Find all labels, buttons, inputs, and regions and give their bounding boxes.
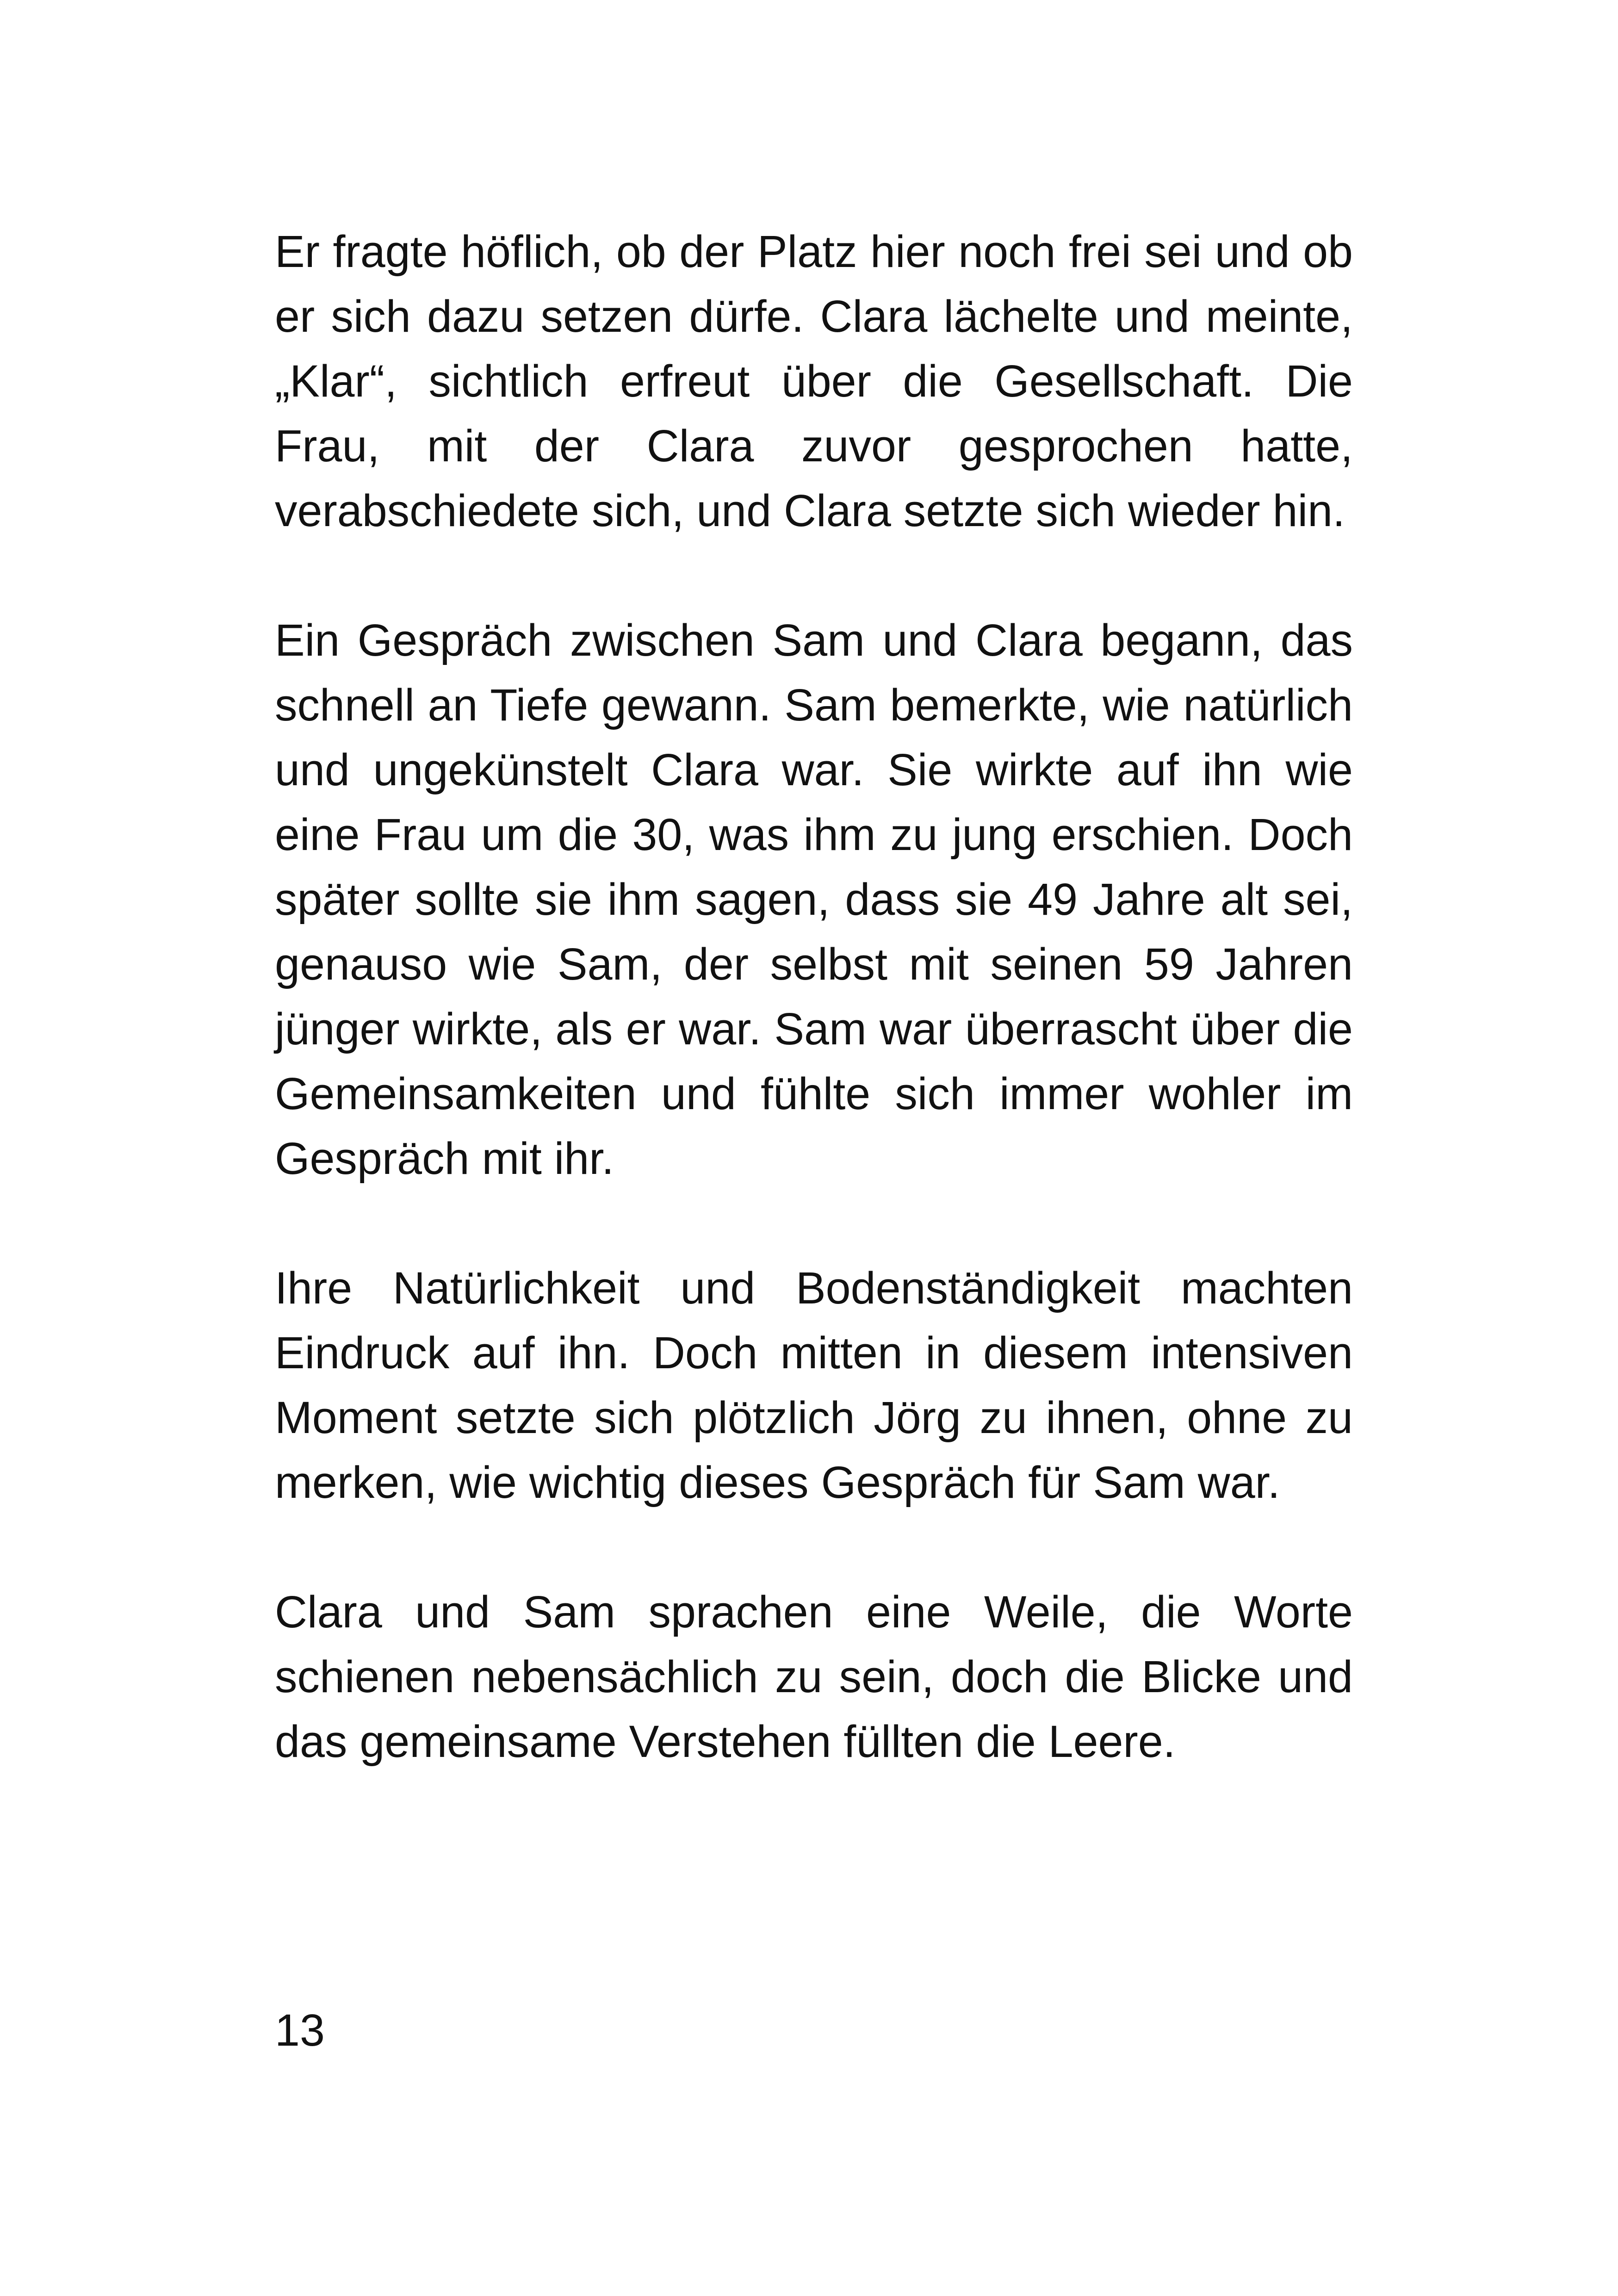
page-number: 13 — [275, 2005, 325, 2055]
paragraph-4: Clara und Sam sprachen eine Weile, die Worte schienen nebensächlich zu sein, doch die Blicke und das gemeinsame Verstehen füllten die Leere. — [275, 1587, 1353, 1767]
paragraph-3: Ihre Natürlichkeit und Bodenständigkeit machten Eindruck auf ihn. Doch mitten in diesem intensiven Moment setzte sich plötzlich Jörg zu ihnen, ohne zu merken, wie wichtig dieses Gespräch für Sam war. — [275, 1263, 1353, 1508]
paragraph-1: Er fragte höflich, ob der Platz hier noch frei sei und ob er sich dazu setzen dürfe. Clara lächelte und meinte, „Klar“, sichtlich erfreut über die Gesellschaft. Die Frau, mit der Clara zuvor gesprochen hatte, verabschiedete sich, und Clara setzte sich wieder hin. — [275, 226, 1353, 536]
paragraph-2: Ein Gespräch zwischen Sam und Clara begann, das schnell an Tiefe gewann. Sam bemerkte, wie natürlich und ungekünstelt Clara war. Sie wirkte auf ihn wie eine Frau um die 30, was ihm zu jung erschien. Doch später sollte sie ihm sagen, dass sie 49 Jahre alt sei, genauso wie Sam, der selbst mit seinen 59 Jahren jünger wirkte, als er war. Sam war überrascht über die Gemeinsamkeiten und fühlte sich immer wohler im Gespräch mit ihr. — [275, 615, 1353, 1184]
body-text — [275, 219, 1353, 1839]
